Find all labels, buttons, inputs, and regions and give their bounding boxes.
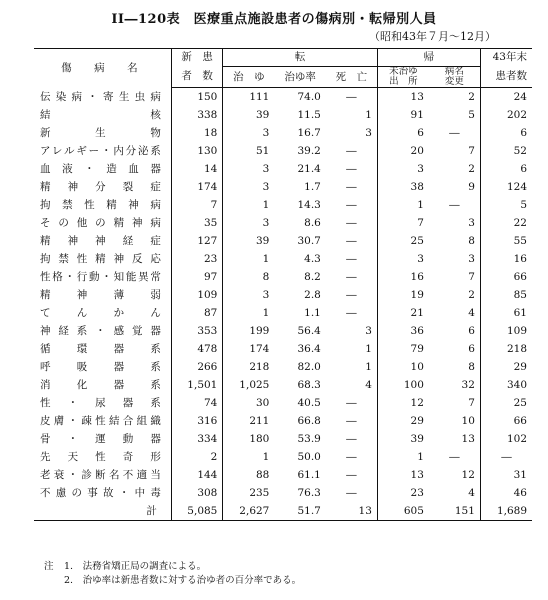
death-cell: 1 [326,340,378,358]
change-cell: 32 [429,376,481,394]
cure-cell: 1 [262,199,270,211]
cure-cell: 218 [249,361,270,373]
change-cell: 7 [429,268,481,286]
header-death: 死 亡 [326,67,378,88]
end-cell: 218 [506,343,527,355]
uncured-cell: 12 [410,397,424,409]
table-row [34,160,532,178]
death-cell: 3 [326,322,378,340]
footnotes [44,560,301,588]
header-ten: 転 [223,49,378,67]
rate-cell: 53.9 [297,433,321,445]
disease-name-cell: 伝染病・寄生虫病 [34,88,171,107]
table-row [34,322,532,340]
cure-cell: 39 [255,235,270,247]
disease-name-cell: 拘禁性精神病 [34,196,171,214]
table-row [34,448,532,466]
disease-name-cell: 老衰・診断名不適当 [34,466,171,484]
change-cell: 9 [429,178,481,196]
death-cell: ― [326,268,378,286]
death-cell: ― [326,448,378,466]
header-change-bottom: 変更 [444,76,464,87]
disease-name-cell: てんかん [34,304,171,322]
end-cell: 24 [513,91,527,103]
change-cell: 12 [429,466,481,484]
cure-cell: 8 [262,271,270,283]
end-cell: ― [501,451,512,463]
death-cell: ― [326,484,378,502]
death-cell: ― [326,412,378,430]
new-cell: 144 [171,466,223,484]
table-row [34,106,532,124]
new-cell: 174 [171,178,223,196]
uncured-cell: 10 [410,361,424,373]
cure-cell: 2,627 [223,502,275,521]
change-cell: 3 [429,250,481,268]
death-cell: 4 [326,376,378,394]
end-cell: 46 [513,487,527,499]
uncured-cell: 79 [410,343,424,355]
change-cell: 6 [429,340,481,358]
change-cell: 5 [429,106,481,124]
table-row [34,250,532,268]
disease-name-cell: 循環器系 [34,340,171,358]
change-cell: 13 [429,430,481,448]
death-cell: ― [326,88,378,107]
cure-cell: 30 [255,397,270,409]
uncured-cell: 100 [403,379,424,391]
new-cell: 316 [171,412,223,430]
uncured-cell: 13 [410,91,424,103]
change-cell: 2 [429,88,481,107]
uncured-cell: 1 [417,199,424,211]
disease-name-cell: その他の精神病 [34,214,171,232]
end-cell: 29 [513,361,527,373]
header-uncured-top: 未治ゆ [389,66,418,77]
new-cell: 338 [171,106,223,124]
death-cell: ― [326,286,378,304]
rate-cell: 82.0 [297,361,321,373]
uncured-cell: 16 [410,271,424,283]
change-cell: 8 [429,232,481,250]
table-row [34,358,532,376]
uncured-cell: 36 [410,325,424,337]
rate-cell: 50.0 [297,451,321,463]
table-title: II―120表 医療重点施設患者の傷病別・転帰別人員 [111,12,437,27]
uncured-cell: 38 [410,181,424,193]
header-year-end-bottom: 患者数 [480,67,532,88]
disease-name-cell: 計 [34,502,171,521]
uncured-cell: 23 [410,487,424,499]
rate-cell: 1.7 [304,181,321,193]
table-row [34,196,532,214]
end-cell: 31 [513,469,527,481]
table-row [34,124,532,142]
table-row [34,466,532,484]
change-cell: 7 [429,142,481,160]
rate-cell: 56.4 [297,325,321,337]
disease-name-cell: 呼吸器系 [34,358,171,376]
change-cell: 2 [429,160,481,178]
end-cell: 6 [520,127,527,139]
death-cell: ― [326,214,378,232]
rate-cell: 8.2 [304,271,321,283]
end-cell: 1,689 [480,502,532,521]
disease-name-cell: 拘禁性精神反応 [34,250,171,268]
table-row [34,376,532,394]
cure-cell: 1 [262,451,270,463]
end-cell: 66 [513,415,527,427]
death-cell: ― [326,142,378,160]
footnote-label: 注 [44,561,54,572]
change-cell: 8 [429,358,481,376]
table-row [34,340,532,358]
cure-cell: 3 [262,289,270,301]
cure-cell: 3 [262,181,270,193]
rate-cell: 1.1 [304,307,321,319]
table-row [34,484,532,502]
disease-name-cell: 結核 [34,106,171,124]
death-cell: ― [326,394,378,412]
disease-name-cell: アレルギー・内分泌系 [34,142,171,160]
disease-name-cell: 精神神経症 [34,232,171,250]
footnote-1-text: 1. 法務省矯正局の調査による。 [64,561,207,572]
death-cell: ― [326,430,378,448]
change-cell: 6 [429,322,481,340]
disease-name-cell: 消化器系 [34,376,171,394]
change-cell: 151 [429,502,481,521]
new-cell: 127 [171,232,223,250]
death-cell: ― [326,232,378,250]
table-row [34,142,532,160]
cure-cell: 111 [249,91,270,103]
new-cell: 87 [171,304,223,322]
new-cell: 74 [171,394,223,412]
rate-cell: 40.5 [297,397,321,409]
uncured-cell: 605 [377,502,429,521]
table-period: （昭和43年７月～12月） [369,30,496,43]
end-cell: 124 [506,181,527,193]
death-cell: 13 [326,502,378,521]
rate-cell: 39.2 [297,145,321,157]
new-cell: 109 [171,286,223,304]
death-cell: 1 [326,106,378,124]
end-cell: 85 [513,289,527,301]
new-cell: 23 [171,250,223,268]
end-cell: 25 [513,397,527,409]
header-cure-rate: 治ゆ率 [274,67,326,88]
table-row [34,304,532,322]
cure-cell: 174 [249,343,270,355]
table-body [34,88,532,521]
uncured-cell: 3 [417,163,424,175]
end-cell: 52 [513,145,527,157]
table-row [34,394,532,412]
end-cell: 61 [513,307,527,319]
disease-name-cell: 新生物 [34,124,171,142]
uncured-cell: 1 [417,451,424,463]
new-cell: 1,501 [171,376,223,394]
change-cell: 4 [429,304,481,322]
disease-name-cell: 血液・造血器 [34,160,171,178]
rate-cell: 76.3 [297,487,321,499]
footnote-1 [44,560,301,574]
death-cell: 3 [326,124,378,142]
cure-cell: 51 [255,145,270,157]
cure-cell: 3 [262,217,270,229]
end-cell: 6 [520,163,527,175]
header-new-patients-top: 新 患 [171,49,223,67]
change-cell: 7 [429,394,481,412]
rate-cell: 51.7 [274,502,326,521]
table-row [34,286,532,304]
rate-cell: 14.3 [297,199,321,211]
disease-name-cell: 神経系・感覚器 [34,322,171,340]
new-cell: 7 [171,196,223,214]
rate-cell: 66.8 [297,415,321,427]
change-cell: ― [429,448,481,466]
death-cell: ― [326,250,378,268]
uncured-cell: 39 [410,433,424,445]
data-table [34,48,532,521]
rate-cell: 61.1 [297,469,321,481]
uncured-cell: 13 [410,469,424,481]
change-cell: 3 [429,214,481,232]
header-row-1 [34,49,532,67]
header-name-change [429,67,481,88]
disease-name-cell: 骨・運動器 [34,430,171,448]
header-uncured-bottom: 出 所 [389,76,418,87]
rate-cell: 36.4 [297,343,321,355]
new-cell: 97 [171,268,223,286]
end-cell: 16 [513,253,527,265]
uncured-cell: 91 [410,109,424,121]
table-row [34,214,532,232]
new-cell: 2 [171,448,223,466]
death-cell: 1 [326,358,378,376]
table-row [34,412,532,430]
death-cell: ― [326,304,378,322]
uncured-cell: 25 [410,235,424,247]
new-cell: 130 [171,142,223,160]
header-disease-name: 傷 病 名 [34,49,171,88]
header-new-patients-bottom: 者 数 [171,67,223,88]
end-cell: 109 [506,325,527,337]
disease-name-cell: 精神薄弱 [34,286,171,304]
new-cell: 14 [171,160,223,178]
cure-cell: 1,025 [239,379,270,391]
new-cell: 266 [171,358,223,376]
rate-cell: 74.0 [297,91,321,103]
disease-name-cell: 精神分裂症 [34,178,171,196]
disease-name-cell: 性格・行動・知能異常 [34,268,171,286]
change-cell: 4 [429,484,481,502]
rate-cell: 30.7 [297,235,321,247]
footnote-2 [44,574,301,588]
change-cell: 10 [429,412,481,430]
header-year-end-top: 43年末 [480,49,532,67]
new-cell: 35 [171,214,223,232]
new-cell: 150 [171,88,223,107]
disease-name-cell: 性・尿器系 [34,394,171,412]
change-cell: 2 [429,286,481,304]
change-cell: ― [429,124,481,142]
header-uncured [377,67,429,88]
end-cell: 340 [506,379,527,391]
end-cell: 55 [513,235,527,247]
new-cell: 478 [171,340,223,358]
cure-cell: 1 [262,307,270,319]
table-row [34,268,532,286]
table-row [34,232,532,250]
header-change-top: 病名 [444,66,464,77]
cure-cell: 88 [255,469,270,481]
new-cell: 353 [171,322,223,340]
cure-cell: 211 [249,415,270,427]
footnote-2-text: 2. 治ゆ率は新患者数に対する治ゆ者の百分率である。 [64,575,302,586]
header-ki: 帰 [377,49,480,67]
cure-cell: 180 [249,433,270,445]
end-cell: 102 [506,433,527,445]
rate-cell: 8.6 [304,217,321,229]
rate-cell: 16.7 [297,127,321,139]
table-row [34,178,532,196]
cure-cell: 199 [249,325,270,337]
end-cell: 22 [513,217,527,229]
uncured-cell: 21 [410,307,424,319]
end-cell: 5 [520,199,527,211]
new-cell: 5,085 [171,502,223,521]
end-cell: 66 [513,271,527,283]
cure-cell: 235 [249,487,270,499]
death-cell: ― [326,178,378,196]
rate-cell: 21.4 [297,163,321,175]
new-cell: 308 [171,484,223,502]
disease-name-cell: 不慮の事故・中毒 [34,484,171,502]
death-cell: ― [326,160,378,178]
disease-name-cell: 先天性奇形 [34,448,171,466]
death-cell: ― [326,196,378,214]
cure-cell: 39 [255,109,270,121]
cure-cell: 1 [262,253,270,265]
uncured-cell: 3 [417,253,424,265]
header-cure: 治 ゆ [223,67,275,88]
uncured-cell: 29 [410,415,424,427]
death-cell: ― [326,466,378,484]
disease-name-cell: 皮膚・疎性結合組織 [34,412,171,430]
uncured-cell: 7 [417,217,424,229]
change-cell: ― [429,196,481,214]
uncured-cell: 20 [410,145,424,157]
table-row [34,430,532,448]
cure-cell: 3 [262,127,270,139]
cure-cell: 3 [262,163,270,175]
new-cell: 334 [171,430,223,448]
rate-cell: 2.8 [304,289,321,301]
rate-cell: 11.5 [297,109,321,121]
new-cell: 18 [171,124,223,142]
total-row [34,502,532,521]
rate-cell: 68.3 [297,379,321,391]
table-row [34,88,532,107]
end-cell: 202 [506,109,527,121]
rate-cell: 4.3 [304,253,321,265]
uncured-cell: 19 [410,289,424,301]
uncured-cell: 6 [417,127,424,139]
